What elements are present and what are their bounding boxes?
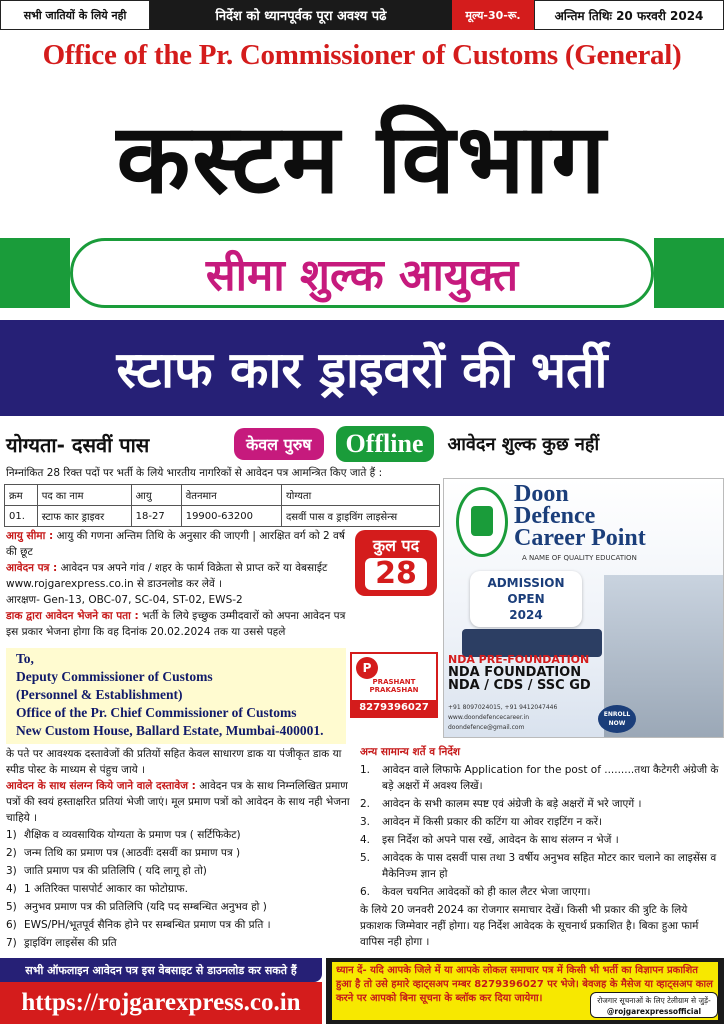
price-tag: मूल्य-30-रू. <box>452 0 534 30</box>
enroll-now-badge: ENROLL NOW <box>598 705 636 733</box>
list-item: 1. आवेदन वाले लिफाफे Application for the post of .........तथा कैटेगरी अंग्रेजी के बड़े अक्षरों में अवश्य लिखें। <box>360 764 719 792</box>
last-date: अन्तिम तिथिः 20 फरवरी 2024 <box>534 0 724 30</box>
doon-defence-ad <box>443 478 724 738</box>
rules-list <box>360 762 720 900</box>
attach-label: आवेदन के साथ संलग्न किये जाने वाले दस्तावेज : <box>6 780 196 792</box>
table-header: वेतनमान <box>181 485 281 506</box>
attachments-intro <box>6 778 356 826</box>
details-left-lower <box>6 746 356 952</box>
form-text: आवेदन पत्र अपने गांव / शहर के फार्म विक्रेता से प्राप्त करें या वेबसाईट www.rojgarexpress.co.in से डाउनलोड कर लेवें । <box>6 562 328 590</box>
other-rules-heading: अन्य सामान्य शर्ते व निर्देश <box>360 746 461 758</box>
table-header: योग्यता <box>281 485 439 506</box>
mode-badge: Offline <box>336 426 434 462</box>
caste-note: सभी जातियों के लिये नही <box>0 0 150 30</box>
address-box <box>6 648 346 744</box>
list-item: 5. आवेदक के पास दसवीं पास तथा 3 वर्षीय अनुभव सहित मोटर कार चलाने का लाइसेंस व मैकेनिज्म ज्ञान हो <box>360 852 717 880</box>
intro-text: निम्नांकित 28 रिक्त पदों पर भर्ती के लिये भारतीय नागरिकों से आवेदन पत्र आमन्त्रित किए जाते हैं : <box>6 467 383 479</box>
address-line: New Custom House, Ballard Estate, Mumbai-400001. <box>16 723 324 738</box>
whatsapp-warning: ध्यान दें- यदि आपके जिले में या आपके लोकल समाचार पत्र में किसी भी भर्ती का विज्ञापन प्रकाशित हुआ है तो उसे हमारे व्हाट्सअप नम्बर 8279396027 पर भेजे। बेवजह के मैसेज या व्हाट्सअप काल करने पर आपको बिना सूचना के ब्लॉक कर दिया जायेगा। <box>332 962 718 1020</box>
subtitle-band <box>0 238 724 308</box>
post-address-label: डाक द्वारा आवेदन भेजने का पता : <box>6 610 139 622</box>
age-limit-label: आयु सीमा : <box>6 530 54 542</box>
application-form <box>6 560 356 592</box>
office-title: Office of the Pr. Commissioner of Customs (General) <box>42 39 682 71</box>
table-header: पद का नाम <box>37 485 131 506</box>
read-instructions-note: निर्देश को ध्यानपूर्वक पूरा अवश्य पढे <box>150 0 452 30</box>
list-item: 2) जन्म तिथि का प्रमाण पत्र (आठवींः दसवीं का प्रमाण पत्र ) <box>6 847 241 859</box>
total-posts-count: 28 <box>365 558 427 590</box>
doon-defence-logo-icon <box>456 487 508 557</box>
footer-left <box>0 958 322 1024</box>
ad-tagline: A NAME OF QUALITY EDUCATION <box>522 554 637 562</box>
list-item: 3. आवेदन में किसी प्रकार की कटिंग या ओवर राइटिंग न करें। <box>360 816 602 828</box>
list-item: 3) जाति प्रमाण पत्र की प्रतिलिपि ( यदि लागू हो तो) <box>6 865 207 877</box>
attach-text: आवेदन पत्र के साथ निम्नलिखित प्रमाण पत्रों की स्वयं हस्ताक्षरित प्रतियां भेजी जाएं। मूल प्रमाण पत्रों को आवेदन के साथ नही भेजना चाहिये । <box>6 780 350 824</box>
website-link[interactable]: https://rojgarexpress.co.in <box>0 982 322 1024</box>
footer <box>0 958 724 1024</box>
posts-table <box>4 484 440 527</box>
fee-note: आवेदन शुल्क कुछ नहीं <box>447 434 600 455</box>
total-posts-badge <box>355 530 437 596</box>
after-address-text: के पते पर आवश्यक दस्तावेजों की प्रतियों सहित केवल साधारण डाक या पंजीकृत डाक या स्पीड पोस्ट के माध्यम से पंहुच जाये । <box>6 748 342 776</box>
telegram-handle[interactable]: @rojgarexpressofficial <box>606 1007 702 1016</box>
list-item: 1) शैक्षिक व व्यवसायिक योग्यता के प्रमाण पत्र ( सर्टिफिकेट) <box>6 829 241 841</box>
list-item: 2. आवेदन के सभी कालम स्पष्ट एवं अंग्रेजी के बड़े अक्षरों में भरे जाएगें । <box>360 798 642 810</box>
list-item: 4) 1 अतिरिक्त पासपोर्ट आकार का फोटोग्राफ. <box>6 883 188 895</box>
age-limit <box>6 528 356 560</box>
table-cell: स्टाफ कार ड्राइवर <box>37 506 131 527</box>
ad-title: Doon Defence Career Point <box>514 481 646 551</box>
age-limit-text: आयु की गणना अन्तिम तिथि के अनुसार की जाएगी | आरक्षित वर्ग को 2 वर्ष की छूट <box>6 530 345 558</box>
table-row <box>5 506 440 527</box>
address-line: To, <box>16 651 34 666</box>
prashant-logo-icon: P <box>356 657 378 679</box>
prashant-prakashan-logo <box>350 652 438 718</box>
details-left <box>6 528 356 640</box>
address-line: Office of the Pr. Chief Commissioner of Customs <box>16 705 297 720</box>
table-header-row <box>5 485 440 506</box>
green-stripe-left <box>0 238 70 308</box>
main-title: कस्टम विभाग <box>116 102 608 215</box>
post-title: स्टाफ कार ड्राइवरों की भर्ती <box>0 320 724 416</box>
offline-download-note: सभी ऑफलाइन आवेदन पत्र इस वेबसाइट से डाउनलोड कर सकते हैं <box>0 958 322 982</box>
list-item: 5) अनुभव प्रमाण पत्र की प्रतिलिपि (यदि पद सम्बन्धित अनुभव हो ) <box>6 901 267 913</box>
green-stripe-right <box>654 238 724 308</box>
table-cell: 18-27 <box>131 506 181 527</box>
list-item: 6) EWS/PH/भूतपूर्व सैनिक होने पर सम्बन्धित प्रमाण पत्र की प्रति । <box>6 919 271 931</box>
prashant-phone: 8279396027 <box>352 700 436 716</box>
ad-contact: +91 8097024015, +91 9412047446 www.doondefencecareer.in doondefence@gmail.com <box>448 704 558 731</box>
reservation: आरक्षण- Gen-13, OBC-07, SC-04, ST-02, EWS-2 <box>6 594 243 606</box>
table-cell: 19900-63200 <box>181 506 281 527</box>
subtitle: सीमा शुल्क आयुक्त <box>70 238 654 308</box>
address-line: (Personnel & Establishment) <box>16 687 183 702</box>
footer-right <box>326 958 724 1024</box>
form-label: आवेदन पत्र : <box>6 562 58 574</box>
table-header: आयु <box>131 485 181 506</box>
telegram-label: रोजगार सूचनाओं के लिए टेलीग्राम से जुड़ें- <box>597 996 711 1005</box>
qualification-row <box>0 424 724 464</box>
table-cell: दसवीं पास व ड्राइविंग लाइसेन्स <box>281 506 439 527</box>
top-bar <box>0 0 724 30</box>
post-address <box>6 608 356 640</box>
post-address-text: भर्ती के लिये इच्छुक उम्मीदवारों को अपना आवेदन पत्र इस प्रकार भेजना होगा कि वह दिनांक 20.02.2024 तक या उससे पहले <box>6 610 346 638</box>
admission-badge: ADMISSION OPEN 2024 <box>470 571 582 627</box>
total-posts-label: कुल पद <box>372 536 420 555</box>
table-cell: 01. <box>5 506 38 527</box>
list-item: 6. केवल चयनित आवेदकों को ही काल लैटर भेजा जाएगा। <box>360 886 591 898</box>
ad-courses: NDA PRE-FOUNDATION NDA FOUNDATION NDA / CDS / SSC GD <box>448 653 591 693</box>
qualification-label: योग्यता- दसवीं पास <box>6 432 150 457</box>
gender-badge: केवल पुरुष <box>234 428 324 460</box>
list-item: 4. इस निर्देश को अपने पास रखें, आवेदन के साथ संलग्न न भेजें । <box>360 834 619 846</box>
list-item: 7) ड्राइविंग लाइसेंस की प्रति <box>6 937 117 949</box>
other-rules <box>360 744 720 950</box>
address-line: Deputy Commissioner of Customs <box>16 669 213 684</box>
rules-tail: के लिये 20 जनवरी 2024 का रोजगार समाचार देखें। किसी भी प्रकार की त्रुटि के लिये प्रकाशक जिम्मेवार नहीं होगा। यह निर्देश आवेदक के सूचनार्थ प्रकाशित है। बिका हुआ फार्म वापिस नही होगा । <box>360 904 699 948</box>
table-header: क्रम <box>5 485 38 506</box>
prashant-name: PRASHANT PRAKASHAN <box>369 678 419 694</box>
telegram-box <box>590 992 718 1018</box>
documents-list <box>6 826 356 952</box>
